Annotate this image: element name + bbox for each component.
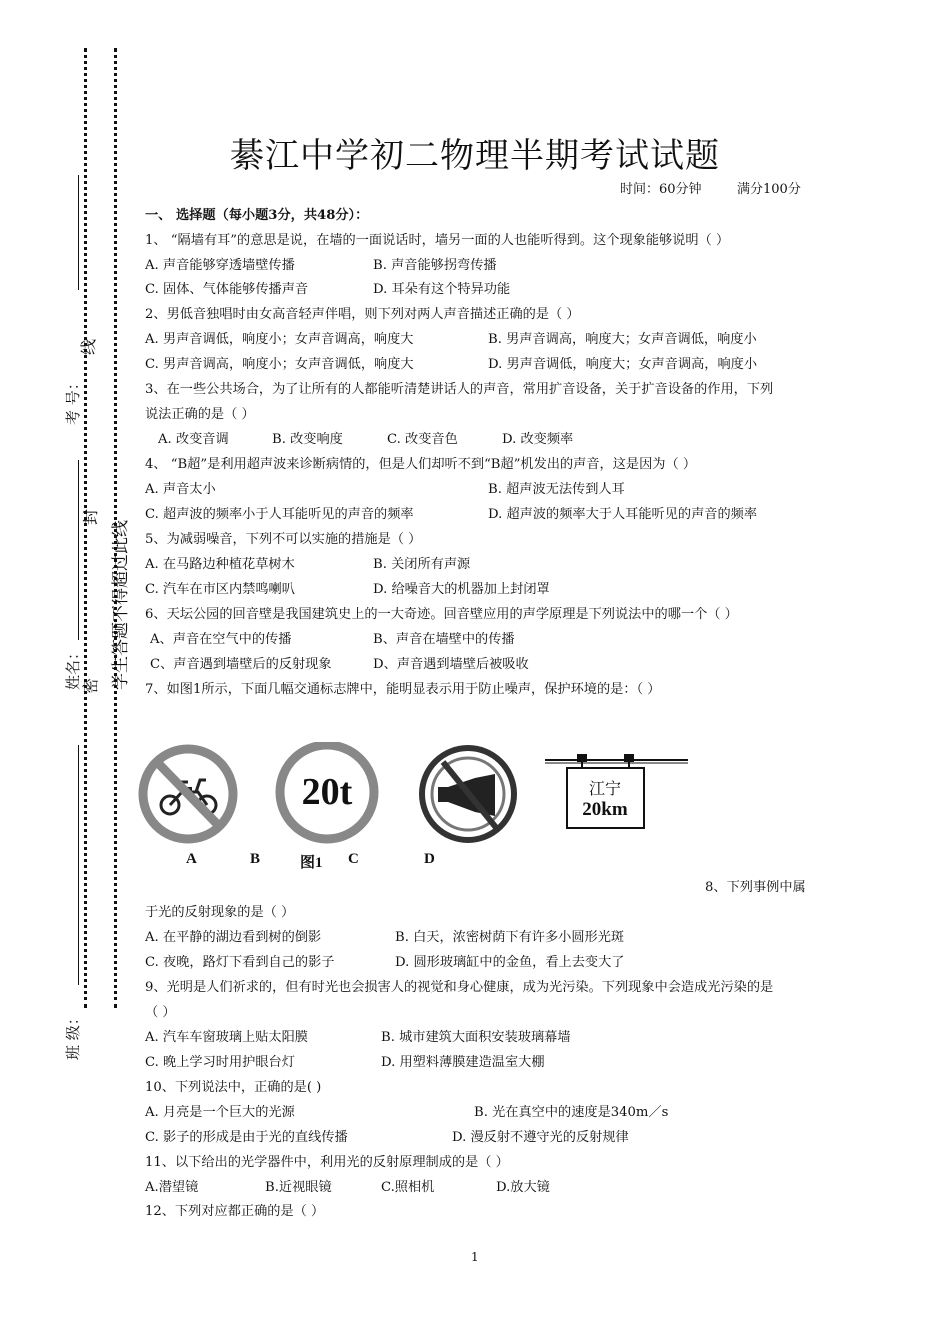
exam-time: 时间：60分钟 [620, 182, 702, 197]
q9-option-a: A. 汽车车窗玻璃上贴太阳膜 [145, 1030, 308, 1045]
figure-1-traffic-signs [130, 742, 850, 872]
q2-stem: 2、男低音独唱时由女高音轻声伴唱，则下列对两人声音描述正确的是（ ） [145, 307, 580, 322]
q12-stem: 12、下列对应都正确的是（ ） [145, 1204, 325, 1219]
q11-stem: 11、以下给出的光学器件中，利用光的反射原理制成的是（ ） [145, 1155, 509, 1170]
page-title: 綦江中学初二物理半期考试试题 [230, 136, 720, 176]
q4-option-c: C. 超声波的频率小于人耳能听见的声音的频率 [145, 507, 414, 522]
q4-option-d: D. 超声波的频率大于人耳能听见的声音的频率 [488, 507, 758, 522]
q3-stem-cont: 说法正确的是（ ） [145, 407, 255, 422]
q10-option-d: D. 漫反射不遵守光的反射规律 [452, 1130, 629, 1145]
q3-option-a: A. 改变音调 [158, 432, 229, 447]
q3-stem: 3、在一些公共场合，为了让所有的人都能听清楚讲话人的声音，常用扩音设备，关于扩音设备的作用，下列 [145, 382, 774, 397]
q5-option-b: B. 关闭所有声源 [373, 557, 471, 572]
q5-stem: 5、为减弱噪音，下列不可以实施的措施是（ ） [145, 532, 422, 547]
q4-option-b: B. 超声波无法传到人耳 [488, 482, 625, 497]
q9-option-d: D. 用塑料薄膜建造温室大棚 [381, 1055, 545, 1070]
figure-caption: 图1 [300, 855, 323, 871]
q10-stem: 10、下列说法中，正确的是( ) [145, 1080, 322, 1095]
q11-option-d: D.放大镜 [496, 1180, 550, 1195]
q8-stem-start: 8、下列事例中属 [705, 880, 806, 895]
q2-option-b: B. 男声音调高，响度大；女声音调低，响度小 [488, 332, 757, 347]
q8-option-d: D. 圆形玻璃缸中的金鱼，看上去变大了 [395, 955, 625, 970]
q9-stem: 9、光明是人们祈求的，但有时光也会损害人的视觉和身心健康，成为光污染。下列现象中会造成光污染的是 [145, 980, 774, 995]
q7-stem: 7、如图1所示，下面几幅交通标志牌中，能明显表示用于防止噪声，保护环境的是：（ ） [145, 682, 661, 697]
binding-dotted-line-outer [84, 48, 87, 1008]
q2-option-d: D. 男声音调低，响度大；女声音调高，响度小 [488, 357, 758, 372]
q10-option-c: C. 影子的形成是由于光的直线传播 [145, 1130, 348, 1145]
direction-sign-icon [545, 754, 688, 828]
q8-option-c: C. 夜晚，路灯下看到自己的影子 [145, 955, 335, 970]
svg-text:20km: 20km [582, 799, 628, 820]
figure-label-a: A [186, 851, 197, 867]
q5-option-c: C. 汽车在市区内禁鸣喇叭 [145, 582, 295, 597]
margin-feng: 封 [81, 508, 100, 525]
q9-stem-cont: （ ） [145, 1005, 176, 1020]
figure-label-c: C [348, 851, 359, 867]
no-motorcycle-sign-icon [143, 749, 233, 839]
kaohao-label: 考 号： [64, 375, 82, 425]
q3-option-c: C. 改变音色 [387, 432, 458, 447]
q6-option-c: C、声音遇到墙壁后的反射现象 [150, 657, 332, 672]
q4-option-a: A. 声音太小 [145, 482, 216, 497]
q6-option-d: D、声音遇到墙壁后被吸收 [373, 657, 529, 672]
svg-text:20t: 20t [301, 771, 353, 813]
q3-option-d: D. 改变频率 [502, 432, 574, 447]
q8-option-a: A. 在平静的湖边看到树的倒影 [145, 930, 322, 945]
full-score: 满分100分 [737, 182, 801, 197]
no-horn-sign-icon [422, 748, 514, 840]
xingming-underline [78, 460, 79, 640]
figure-label-d: D [424, 851, 435, 867]
margin-xian: 线 [79, 338, 98, 355]
q10-option-a: A. 月亮是一个巨大的光源 [145, 1105, 295, 1120]
q4-stem: 4、 “B超”是利用超声波来诊断病情的，但是人们却听不到“B超”机发出的声音，这是因为（ ） [145, 457, 697, 472]
q2-option-a: A. 男声音调低，响度小；女声音调高，响度大 [145, 332, 414, 347]
q1-option-d: D. 耳朵有这个特异功能 [373, 282, 511, 297]
xingming-label: 姓名： [64, 644, 82, 690]
q3-option-b: B. 改变响度 [272, 432, 343, 447]
section-heading: 一、 选择题（每小题3分，共48分）： [145, 208, 369, 223]
q10-option-b: B. 光在真空中的速度是340m／s [474, 1105, 669, 1120]
q11-option-c: C.照相机 [381, 1180, 435, 1195]
q5-option-a: A. 在马路边种植花草树木 [145, 557, 295, 572]
margin-mi: 密 [81, 677, 100, 694]
q1-option-b: B. 声音能够拐弯传播 [373, 258, 497, 273]
q1-option-c: C. 固体、气体能够传播声音 [145, 282, 309, 297]
q1-stem: 1、 “隔墙有耳”的意思是说，在墙的一面说话时，墙另一面的人也能听得到。这个现象能够说明（ ） [145, 233, 730, 248]
q9-option-b: B. 城市建筑大面积安装玻璃幕墙 [381, 1030, 571, 1045]
q2-option-c: C. 男声音调高，响度小；女声音调低，响度大 [145, 357, 414, 372]
kaohao-underline [78, 175, 79, 290]
banji-underline [78, 745, 79, 985]
q8-option-b: B. 白天，浓密树荫下有许多小圆形光斑 [395, 930, 625, 945]
figure-label-b: B [250, 851, 261, 867]
q5-option-d: D. 给噪音大的机器加上封闭罩 [373, 582, 550, 597]
q8-stem-cont: 于光的反射现象的是（ ） [145, 905, 295, 920]
page-number: 1 [471, 1250, 479, 1264]
weight-limit-20t-sign-icon [280, 745, 374, 839]
q11-option-a: A.潜望镜 [145, 1180, 199, 1195]
q1-option-a: A. 声音能够穿透墙壁传播 [145, 258, 295, 273]
svg-text:江宁: 江宁 [588, 779, 622, 798]
q11-option-b: B.近视眼镜 [265, 1180, 332, 1195]
q6-option-a: A、声音在空气中的传播 [150, 632, 292, 647]
banji-label: 班 级： [64, 1010, 82, 1060]
q9-option-c: C. 晚上学习时用护眼台灯 [145, 1055, 295, 1070]
q6-option-b: B、声音在墙壁中的传播 [373, 632, 515, 647]
margin-notice: 学生答题不得超过此线 [111, 520, 131, 690]
q6-stem: 6、天坛公园的回音壁是我国建筑史上的一大奇迹。回音壁应用的声学原理是下列说法中的哪一个（ ） [145, 607, 738, 622]
